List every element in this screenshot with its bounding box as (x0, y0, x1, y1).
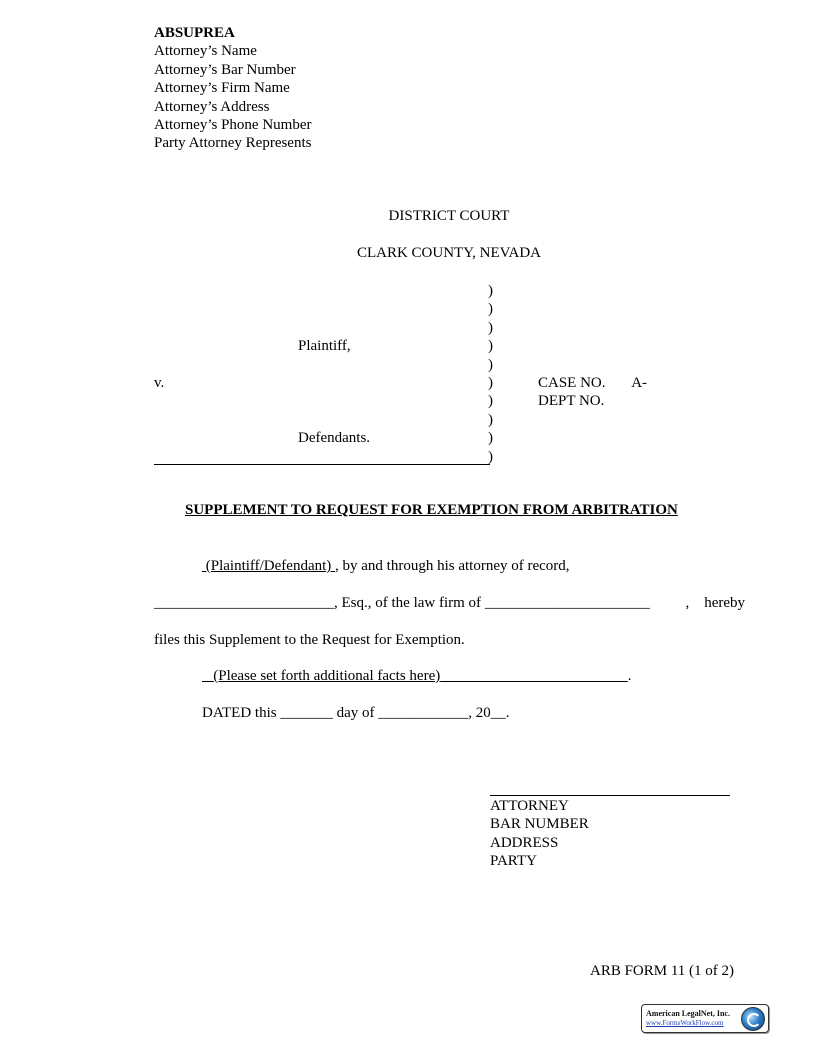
body-line-1 (202, 558, 570, 575)
signature-address: ADDRESS (490, 834, 559, 851)
caption-rule (154, 464, 490, 465)
dated-prefix: DATED this (202, 705, 277, 721)
logo-company: American LegalNet, Inc. (646, 1009, 730, 1018)
form-code: ABSUPREA (154, 25, 235, 41)
versus-label: v. (154, 375, 165, 391)
case-no-value: A- (631, 375, 648, 391)
facts-lead (202, 668, 213, 684)
form-id: ARB FORM 11 (1 of 2) (590, 963, 735, 979)
caption-paren: ) (488, 374, 493, 391)
defendants-label: Defendants. (298, 430, 371, 446)
plaintiff-label: Plaintiff, (298, 338, 351, 354)
body-line-2-end: , hereby (685, 595, 745, 611)
dated-line (202, 705, 510, 722)
body-line-3: files this Supplement to the Request for Exemption. (154, 632, 465, 648)
caption-paren: ) (488, 301, 493, 318)
attorney-header (154, 24, 311, 153)
caption-paren: ) (488, 393, 493, 410)
month-blank[interactable]: ____________ (378, 705, 469, 721)
dept-no-label: DEPT NO. (538, 393, 605, 409)
signature-party: PARTY (490, 853, 537, 870)
attorney-bar-number: Attorney’s Bar Number (154, 61, 296, 78)
globe-icon (741, 1007, 765, 1031)
signature-bar-number: BAR NUMBER (490, 816, 589, 833)
attorney-firm-name: Attorney’s Firm Name (154, 80, 290, 97)
attorney-phone: Attorney’s Phone Number (154, 116, 312, 133)
body-line-2-mid: , Esq., of the law firm of (334, 595, 482, 611)
caption-paren: ) (488, 356, 493, 373)
year-blank[interactable]: __ (490, 705, 506, 721)
caption-paren: ) (488, 319, 493, 336)
logo-url[interactable]: www.FormsWorkFlow.com (646, 1019, 724, 1027)
caption-paren: ) (488, 448, 493, 465)
caption-paren: ) (488, 338, 493, 355)
case-number (538, 374, 647, 392)
party-represented: Party Attorney Represents (154, 135, 312, 152)
party-field[interactable]: (Plaintiff/Defendant) (202, 558, 336, 574)
facts-trail (440, 668, 628, 684)
dated-end: . (505, 705, 510, 721)
dated-mid: day of (336, 705, 375, 721)
caption-paren: ) (488, 283, 493, 299)
attorney-name: Attorney’s Name (154, 43, 257, 60)
american-legalnet-logo[interactable] (641, 1004, 769, 1033)
attorney-name-blank[interactable]: ________________________ (154, 595, 334, 611)
facts-placeholder: (Please set forth additional facts here) (213, 668, 441, 684)
day-blank[interactable]: _______ (280, 705, 333, 721)
court-name: DISTRICT COURT (388, 208, 510, 224)
signature-line[interactable] (490, 795, 730, 796)
facts-line (202, 668, 632, 685)
case-no-label: CASE NO. (538, 375, 606, 391)
signature-attorney: ATTORNEY (490, 798, 569, 814)
facts-period: . (627, 668, 632, 684)
law-firm-blank[interactable]: ______________________ (484, 595, 650, 611)
body-line-2 (154, 595, 745, 612)
caption-paren: ) (488, 411, 493, 428)
caption-paren: ) (488, 430, 493, 447)
court-county: CLARK COUNTY, NEVADA (356, 245, 542, 261)
dated-year: , 20 (468, 705, 491, 721)
attorney-address: Attorney’s Address (154, 98, 270, 115)
body-line-1-text: , by and through his attorney of record, (335, 558, 570, 574)
document-title: SUPPLEMENT TO REQUEST FOR EXEMPTION FROM ARBITRATION (185, 502, 678, 518)
caption-parens (488, 282, 493, 466)
facts-field[interactable] (202, 668, 628, 684)
signature-block (490, 797, 589, 871)
